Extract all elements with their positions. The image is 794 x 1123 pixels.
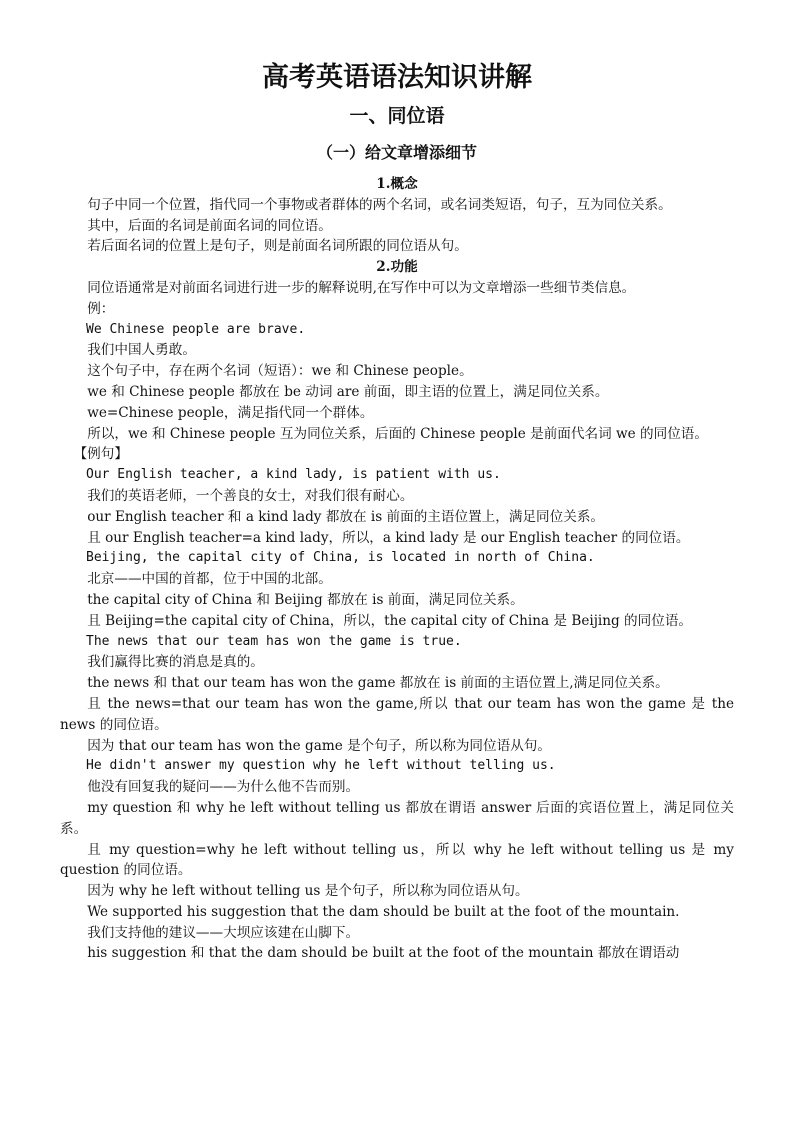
heading-function: 2.功能 — [376, 259, 418, 276]
paragraph: 且 Beijing=the capital city of China，所以，the capital city of China 是 Beijing 的同位语。 — [87, 612, 693, 629]
paragraph: 例： — [87, 300, 115, 317]
document-page — [60, 58, 734, 964]
example-english: Beijing, the capital city of China, is located in north of China. — [86, 550, 595, 566]
paragraph: 句子中同一个位置，指代同一个事物或者群体的两个名词，或名词类短语，句子，互为同位关系。 — [87, 196, 672, 213]
example-chinese: 我们的英语老师，一个善良的女士，对我们很有耐心。 — [87, 487, 414, 504]
paragraph: the news 和 that our team has won the game 都放在 is 前面的主语位置上,满足同位关系。 — [87, 675, 669, 692]
paragraph: 其中，后面的名词是前面名词的同位语。 — [87, 217, 332, 234]
example-chinese: 我们赢得比赛的消息是真的。 — [87, 654, 264, 671]
example-english: Our English teacher, a kind lady, is patient with us. — [86, 467, 501, 483]
examples-label: 【例句】 — [73, 446, 128, 463]
paragraph: 且 my question=why he left without telling us，所以 why he left without telling us 是 my question 的同位语。 — [60, 841, 734, 879]
paragraph: 且 our English teacher=a kind lady，所以，a kind lady 是 our English teacher 的同位语。 — [87, 529, 690, 546]
paragraph: his suggestion 和 that the dam should be built at the foot of the mountain 都放在谓语动 — [87, 945, 680, 962]
paragraph: we=Chinese people，满足指代同一个群体。 — [87, 404, 374, 421]
paragraph: my question 和 why he left without telling us 都放在谓语 answer 后面的宾语位置上，满足同位关系。 — [60, 799, 734, 837]
paragraph: the capital city of China 和 Beijing 都放在 is 前面，满足同位关系。 — [87, 591, 524, 608]
subsection-heading: （一）给文章增添细节 — [316, 143, 477, 162]
example-english: He didn't answer my question why he left without telling us. — [86, 758, 556, 774]
document-title: 高考英语语法知识讲解 — [262, 62, 532, 93]
document-body — [60, 174, 734, 964]
paragraph: 同位语通常是对前面名词进行进一步的解释说明,在写作中可以为文章增添一些细节类信息。 — [87, 279, 636, 296]
example-english: We supported his suggestion that the dam should be built at the foot of the mountain. — [87, 903, 680, 920]
example-english: We Chinese people are brave. — [86, 321, 306, 337]
paragraph: 所以，we 和 Chinese people 互为同位关系，后面的 Chinese people 是前面代名词 we 的同位语。 — [87, 425, 708, 442]
paragraph: 因为 why he left without telling us 是个句子，所以称为同位语从句。 — [87, 883, 529, 900]
paragraph: 若后面名词的位置上是句子，则是前面名词所跟的同位语从句。 — [87, 238, 468, 255]
heading-concept: 1.概念 — [376, 176, 418, 192]
paragraph: 这个句子中，存在两个名词（短语）：we 和 Chinese people。 — [87, 363, 473, 380]
paragraph: our English teacher 和 a kind lady 都放在 is 前面的主语位置上，满足同位关系。 — [87, 508, 605, 525]
example-chinese: 我们中国人勇敢。 — [87, 342, 196, 359]
example-chinese: 北京——中国的首都，位于中国的北部。 — [87, 571, 332, 588]
paragraph: we 和 Chinese people 都放在 be 动词 are 前面，即主语的位置上，满足同位关系。 — [87, 383, 609, 400]
example-chinese: 他没有回复我的疑问——为什么他不告而别。 — [87, 779, 360, 796]
section-heading: 一、同位语 — [349, 105, 445, 127]
example-chinese: 我们支持他的建议——大坝应该建在山脚下。 — [87, 924, 360, 941]
paragraph: 因为 that our team has won the game 是个句子，所以称为同位语从句。 — [87, 737, 551, 754]
example-english: The news that our team has won the game is true. — [86, 633, 462, 649]
paragraph: 且 the news=that our team has won the game,所以 that our team has won the game 是 the news 的同位语。 — [60, 695, 734, 733]
